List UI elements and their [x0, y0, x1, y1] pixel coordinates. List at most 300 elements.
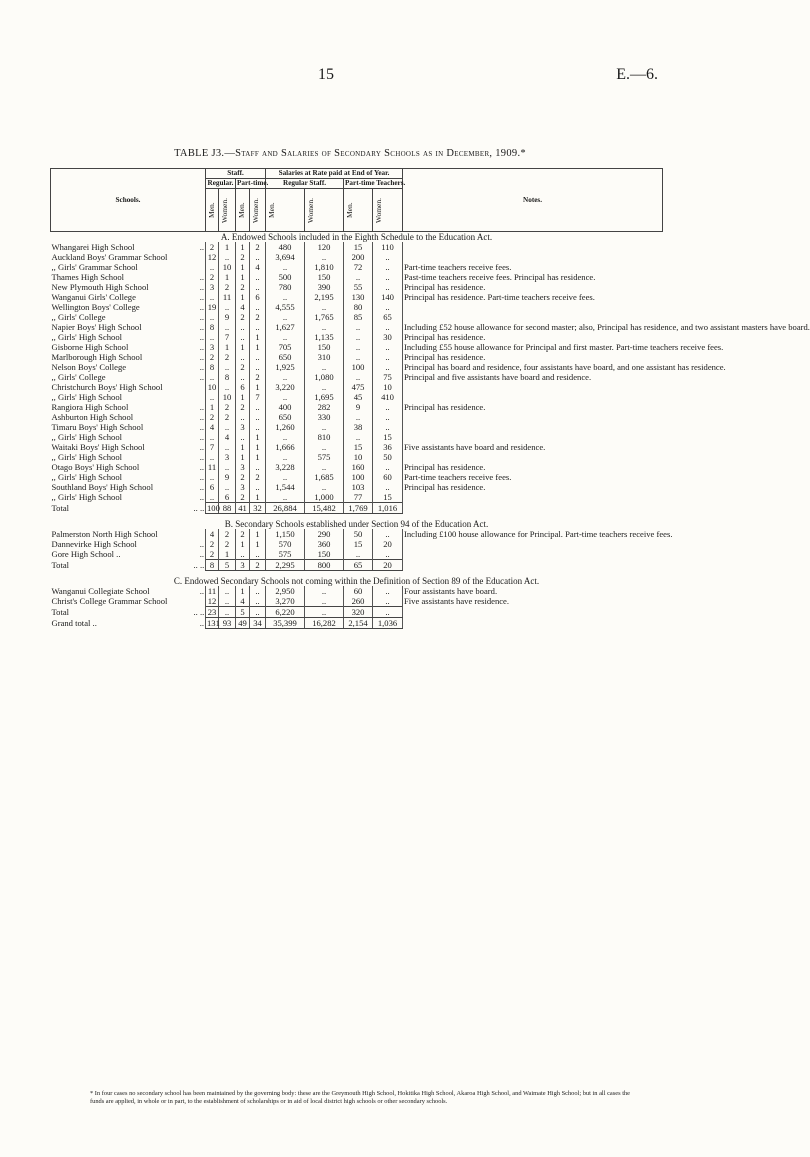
part-time-men: ..: [236, 372, 250, 382]
salary-regular-women: 290: [305, 529, 344, 539]
salary-regular-men: ..: [266, 332, 305, 342]
salary-regular-women: 360: [305, 539, 344, 549]
notes: [403, 302, 663, 312]
salaries-header: Salaries at Rate paid at End of Year.: [266, 169, 403, 179]
regular-men: 2: [206, 352, 219, 362]
regular-women: 10: [219, 262, 236, 272]
regular-men: ..: [206, 312, 219, 322]
salary-part-time-women: 410: [373, 392, 403, 402]
total-row: [51, 503, 663, 514]
salary-regular-men: 1,925: [266, 362, 305, 372]
regular-women: 2: [219, 402, 236, 412]
table-row: [51, 372, 663, 382]
notes: [403, 539, 663, 549]
dots: .. ..: [193, 502, 205, 513]
part-time-women: 32: [250, 503, 266, 514]
part-time-women: 2: [250, 242, 266, 252]
part-time-men: 2: [236, 492, 250, 503]
regular-men: 10: [206, 382, 219, 392]
part-time-women: ..: [250, 596, 266, 607]
regular-women: 2: [219, 352, 236, 362]
salary-regular-men: ..: [266, 372, 305, 382]
salary-regular-men: 1,544: [266, 482, 305, 492]
table-body: [51, 232, 810, 629]
school-name: Otago Boys' High School: [51, 462, 140, 472]
part-time-men: 2: [236, 312, 250, 322]
salary-regular-women: ..: [305, 482, 344, 492]
regular-men: ..: [206, 492, 219, 503]
dots: ..: [199, 452, 204, 462]
part-time-women: 1: [250, 539, 266, 549]
table-row: [51, 492, 663, 503]
salary-regular-women: 150: [305, 549, 344, 560]
school-name: Wanganui Collegiate School: [51, 586, 150, 596]
part-time-men: 1: [236, 452, 250, 462]
salary-regular-women: ..: [305, 586, 344, 596]
salary-regular-men: 780: [266, 282, 305, 292]
women-header: Women.: [220, 197, 229, 223]
part-time-men: 1: [236, 262, 250, 272]
salary-regular-men: 26,884: [266, 503, 305, 514]
part-time-men: 1: [236, 342, 250, 352]
notes: Part-time teachers receive fees.: [403, 262, 663, 272]
regular-men: 100: [207, 503, 220, 513]
part-time-women: 4: [250, 262, 266, 272]
school-name: Total: [51, 559, 70, 570]
part-time-women: 1: [250, 492, 266, 503]
part-time-men: 1: [236, 539, 250, 549]
part-time-women: 1: [250, 529, 266, 539]
notes: Principal has residence.: [403, 332, 663, 342]
salary-part-time-men: 475: [344, 382, 373, 392]
regular-women: ..: [219, 302, 236, 312]
part-time-women: ..: [250, 607, 266, 618]
salary-part-time-women: 140: [373, 292, 403, 302]
salary-regular-women: 1,135: [305, 332, 344, 342]
regular-women: 2: [219, 539, 236, 549]
page-number: 15: [318, 66, 334, 83]
part-time-men: ..: [236, 352, 250, 362]
notes: [403, 560, 663, 571]
part-time-men: 3: [236, 482, 250, 492]
table-row: [51, 282, 663, 292]
table-row: [51, 472, 663, 482]
part-time-men: 1: [236, 586, 250, 596]
salary-part-time-men: 80: [344, 302, 373, 312]
school-name: Grand total ..: [51, 617, 97, 628]
salary-part-time-women: ..: [373, 252, 403, 262]
regular-men: 2: [206, 272, 219, 282]
salary-regular-men: 650: [266, 412, 305, 422]
men-header: Men.: [237, 202, 246, 218]
regular-men: 8: [206, 560, 219, 571]
dots: [193, 596, 206, 607]
section-heading: [51, 232, 663, 243]
staff-salaries-table: [50, 168, 810, 629]
part-time-women: 2: [250, 372, 266, 382]
salary-regular-men: 650: [266, 352, 305, 362]
school-name: ,, Girls' College: [51, 372, 106, 382]
part-time-women: 1: [250, 452, 266, 462]
regular-women: 7: [219, 332, 236, 342]
salary-part-time-women: 1,036: [373, 618, 403, 629]
notes: [403, 432, 663, 442]
part-time-men: 41: [236, 503, 250, 514]
dots: [193, 262, 206, 272]
salary-part-time-women: ..: [373, 412, 403, 422]
part-time-men: 2: [236, 282, 250, 292]
part-time-women: ..: [250, 322, 266, 332]
table-row: [51, 362, 663, 372]
school-name: Christ's College Grammar School: [51, 596, 168, 606]
salary-regular-men: 1,150: [266, 529, 305, 539]
regular-women: 2: [219, 412, 236, 422]
salary-regular-women: 1,685: [305, 472, 344, 482]
salary-part-time-women: ..: [373, 402, 403, 412]
notes: Including £52 house allowance for second master; also, Principal has residence, and two assistant masters have board.: [404, 322, 810, 332]
staff-header: Staff.: [206, 169, 266, 179]
table-row: [51, 392, 663, 402]
regular-men: 1: [206, 402, 219, 412]
regular-men: 3: [206, 282, 219, 292]
table-row: [51, 432, 663, 442]
regular-men: 131: [207, 618, 220, 628]
salary-part-time-men: 1,769: [344, 503, 373, 514]
table-row: [51, 462, 663, 472]
total-row: [51, 607, 663, 618]
dots: ..: [199, 242, 204, 252]
table-row: [51, 322, 663, 332]
table-row: [51, 332, 663, 342]
part-time-men: 2: [236, 529, 250, 539]
part-time-women: ..: [250, 362, 266, 372]
salary-part-time-women: ..: [373, 482, 403, 492]
salary-regular-men: 705: [266, 342, 305, 352]
salary-regular-men: ..: [266, 292, 305, 302]
regular-women: 2: [219, 282, 236, 292]
table-row: [51, 252, 663, 262]
table-label: TABLE J3.—: [174, 148, 236, 159]
dots: ..: [199, 302, 204, 312]
salary-part-time-men: ..: [344, 372, 373, 382]
salary-regular-women: 15,482: [305, 503, 344, 514]
table-row: [51, 586, 663, 596]
grand-total-row: [51, 618, 663, 629]
part-time-women: ..: [250, 412, 266, 422]
part-time-men: 5: [236, 607, 250, 618]
salary-regular-men: 1,666: [266, 442, 305, 452]
salary-part-time-women: ..: [373, 462, 403, 472]
regular-men: 19: [206, 302, 219, 312]
regular-women: ..: [219, 362, 236, 372]
regular-men: 2: [206, 412, 219, 422]
salary-part-time-men: 200: [344, 252, 373, 262]
table-row: [51, 529, 663, 539]
salary-part-time-men: 77: [344, 492, 373, 503]
notes: [403, 412, 663, 422]
notes: Five assistants have residence.: [403, 596, 663, 607]
salary-part-time-men: 130: [344, 292, 373, 302]
regular-men: ..: [206, 452, 219, 462]
salary-regular-men: 570: [266, 539, 305, 549]
table-row: [51, 549, 663, 560]
part-time-men: ..: [236, 332, 250, 342]
salary-regular-women: 282: [305, 402, 344, 412]
regular-men: ..: [206, 392, 219, 402]
school-name: Whangarei High School: [51, 242, 135, 252]
total-row: [51, 560, 663, 571]
part-time-men: 49: [236, 618, 250, 629]
table-row: [51, 262, 663, 272]
dots: ..: [199, 462, 204, 472]
salary-part-time-men: ..: [344, 352, 373, 362]
notes: Principal has residence.: [403, 282, 663, 292]
salary-part-time-women: ..: [373, 549, 403, 560]
regular-women: ..: [219, 442, 236, 452]
part-time-women: ..: [250, 352, 266, 362]
women-header: Women.: [374, 197, 384, 223]
dots: ..: [199, 412, 204, 422]
salary-regular-women: 16,282: [305, 618, 344, 629]
salary-part-time-women: 15: [373, 432, 403, 442]
salary-part-time-women: 20: [373, 560, 403, 571]
regular-women: ..: [219, 586, 236, 596]
dots: ..: [199, 352, 204, 362]
salary-part-time-women: 60: [373, 472, 403, 482]
dots: [193, 529, 206, 539]
school-name: Waitaki Boys' High School: [51, 442, 145, 452]
notes: Principal has residence. Part-time teachers receive fees.: [403, 292, 663, 302]
salary-regular-men: 4,555: [266, 302, 305, 312]
men-header: Men.: [267, 202, 277, 218]
dots: ..: [199, 549, 204, 559]
salary-part-time-women: 15: [373, 492, 403, 503]
notes: [403, 618, 663, 629]
regular-men: 8: [206, 362, 219, 372]
dots: ..: [199, 312, 204, 322]
salary-part-time-women: ..: [373, 529, 403, 539]
part-time-men: 2: [236, 252, 250, 262]
school-name: ,, Girls' College: [51, 312, 106, 322]
part-time-men: 4: [236, 302, 250, 312]
salary-part-time-men: ..: [344, 342, 373, 352]
regular-women: 5: [219, 560, 236, 571]
part-time-women: ..: [250, 549, 266, 560]
dots: ..: [199, 282, 204, 292]
regular-women: 4: [219, 432, 236, 442]
women-header: Women.: [306, 197, 316, 223]
salary-part-time-women: ..: [373, 302, 403, 312]
table-row: [51, 452, 663, 462]
table-row: [51, 539, 663, 549]
part-time-women: ..: [250, 422, 266, 432]
school-name: Ashburton High School: [51, 412, 134, 422]
part-time-women: 2: [250, 560, 266, 571]
salary-part-time-men: 15: [344, 539, 373, 549]
notes: [403, 607, 663, 618]
part-time-men: 2: [236, 362, 250, 372]
regular-men: ..: [206, 332, 219, 342]
salary-part-time-men: 65: [344, 560, 373, 571]
part-time-men: 6: [236, 382, 250, 392]
regular-men: 6: [206, 482, 219, 492]
school-name: Total: [51, 502, 70, 513]
salary-regular-women: 330: [305, 412, 344, 422]
table-row: [51, 272, 663, 282]
notes: Five assistants have board and residence.: [403, 442, 663, 452]
regular-men: 4: [206, 422, 219, 432]
dots: ..: [199, 292, 204, 302]
dots: ..: [199, 332, 204, 342]
salary-regular-women: 150: [305, 272, 344, 282]
part-time-women: ..: [250, 402, 266, 412]
salary-regular-women: 1,000: [305, 492, 344, 503]
salary-regular-women: 310: [305, 352, 344, 362]
school-name: ,, Girls' High School: [51, 452, 123, 462]
part-time-men: ..: [236, 322, 250, 332]
salary-part-time-women: 65: [373, 312, 403, 322]
part-time-men: ..: [236, 412, 250, 422]
salary-part-time-men: 45: [344, 392, 373, 402]
salary-regular-men: ..: [266, 262, 305, 272]
notes: [403, 422, 663, 432]
salary-part-time-men: 10: [344, 452, 373, 462]
school-name: Gisborne High School: [51, 342, 129, 352]
salary-regular-men: 3,270: [266, 596, 305, 607]
notes: Principal has residence.: [403, 462, 663, 472]
part-time-women: 1: [250, 432, 266, 442]
regular-men: 23: [206, 607, 219, 618]
regular-women: 9: [219, 472, 236, 482]
school-name: Thames High School: [51, 272, 125, 282]
notes: Including £55 house allowance for Principal and first master. Part-time teachers receive fees.: [404, 342, 724, 352]
part-time-men: 3: [236, 560, 250, 571]
table-row: [51, 382, 663, 392]
part-time-women: 34: [250, 618, 266, 629]
regular-men: 12: [206, 252, 219, 262]
part-time-women: 1: [250, 342, 266, 352]
section-title: A. Endowed Schools included in the Eighth Schedule to the Education Act.: [220, 232, 493, 242]
regular-men: 11: [206, 462, 219, 472]
table-row: [51, 342, 663, 352]
dots: [193, 252, 206, 262]
part-time-men: ..: [236, 549, 250, 560]
part-time-men: 3: [236, 422, 250, 432]
part-time-women: 2: [250, 472, 266, 482]
notes: [403, 382, 663, 392]
salary-part-time-women: 1,016: [373, 503, 403, 514]
dots: ..: [199, 362, 204, 372]
salary-regular-men: ..: [266, 452, 305, 462]
salary-regular-men: 575: [266, 549, 305, 560]
salary-regular-women: 1,080: [305, 372, 344, 382]
salary-regular-women: ..: [305, 252, 344, 262]
school-name: ,, Girls' High School: [51, 432, 123, 442]
regular-women: ..: [219, 422, 236, 432]
part-time-women: ..: [250, 482, 266, 492]
salary-part-time-women: ..: [373, 282, 403, 292]
table-row: [51, 302, 663, 312]
regular-women: 8: [219, 372, 236, 382]
regular-women: 93: [219, 618, 236, 629]
part-time-women: ..: [250, 586, 266, 596]
dots: ..: [199, 472, 204, 482]
school-name: Napier Boys' High School: [51, 322, 142, 332]
dots: ..: [199, 372, 204, 382]
salary-part-time-women: ..: [373, 272, 403, 282]
salary-part-time-women: 36: [373, 442, 403, 452]
salary-part-time-women: 75: [373, 372, 403, 382]
salary-regular-women: ..: [305, 596, 344, 607]
regular-men: ..: [206, 292, 219, 302]
regular-men: 12: [206, 596, 219, 607]
salary-regular-men: ..: [266, 492, 305, 503]
salary-part-time-men: 100: [344, 362, 373, 372]
salary-regular-men: 2,295: [266, 560, 305, 571]
salary-regular-women: ..: [305, 362, 344, 372]
salary-regular-men: ..: [266, 432, 305, 442]
salary-regular-men: 3,220: [266, 382, 305, 392]
school-name: Wellington Boys' College: [51, 302, 140, 312]
school-name: Palmerston North High School: [51, 529, 158, 539]
salary-regular-women: 1,765: [305, 312, 344, 322]
regular-women: 6: [219, 492, 236, 503]
salary-part-time-men: ..: [344, 549, 373, 560]
part-time-women: 1: [250, 442, 266, 452]
salary-part-time-women: 30: [373, 332, 403, 342]
regular-women: ..: [219, 382, 236, 392]
part-time-men: 1: [236, 242, 250, 252]
regular-women: ..: [219, 462, 236, 472]
notes: [403, 549, 663, 560]
dots: ..: [199, 482, 204, 492]
part-time-women: ..: [250, 302, 266, 312]
dots: ..: [199, 272, 204, 282]
regular-men: 7: [206, 442, 219, 452]
school-name: Rangiora High School: [51, 402, 129, 412]
regular-women: ..: [219, 252, 236, 262]
regular-women: 3: [219, 452, 236, 462]
salary-part-time-women: ..: [373, 342, 403, 352]
salary-regular-women: 390: [305, 282, 344, 292]
part-time-women: ..: [250, 252, 266, 262]
salary-part-time-women: ..: [373, 362, 403, 372]
salary-regular-women: ..: [305, 422, 344, 432]
salary-regular-men: 1,627: [266, 322, 305, 332]
table-row: [51, 412, 663, 422]
regular-men: ..: [206, 432, 219, 442]
notes: Principal and five assistants have board and residence.: [403, 372, 663, 382]
notes: [403, 312, 663, 322]
salary-regular-men: 35,399: [266, 618, 305, 629]
salary-regular-men: 500: [266, 272, 305, 282]
salary-part-time-men: 260: [344, 596, 373, 607]
regular-women: ..: [219, 482, 236, 492]
regular-women: ..: [219, 596, 236, 607]
salary-part-time-women: 50: [373, 452, 403, 462]
regular-men: 2: [206, 242, 219, 252]
dots: ..: [199, 422, 204, 432]
regular-women: 1: [219, 272, 236, 282]
part-time-men: 2: [236, 472, 250, 482]
women-header: Women.: [251, 197, 260, 223]
regular-women: 88: [219, 503, 236, 514]
school-name: Marlborough High School: [51, 352, 143, 362]
men-header: Men.: [345, 202, 355, 218]
regular-men: ..: [206, 472, 219, 482]
salary-part-time-women: ..: [373, 596, 403, 607]
salary-regular-women: ..: [305, 442, 344, 452]
